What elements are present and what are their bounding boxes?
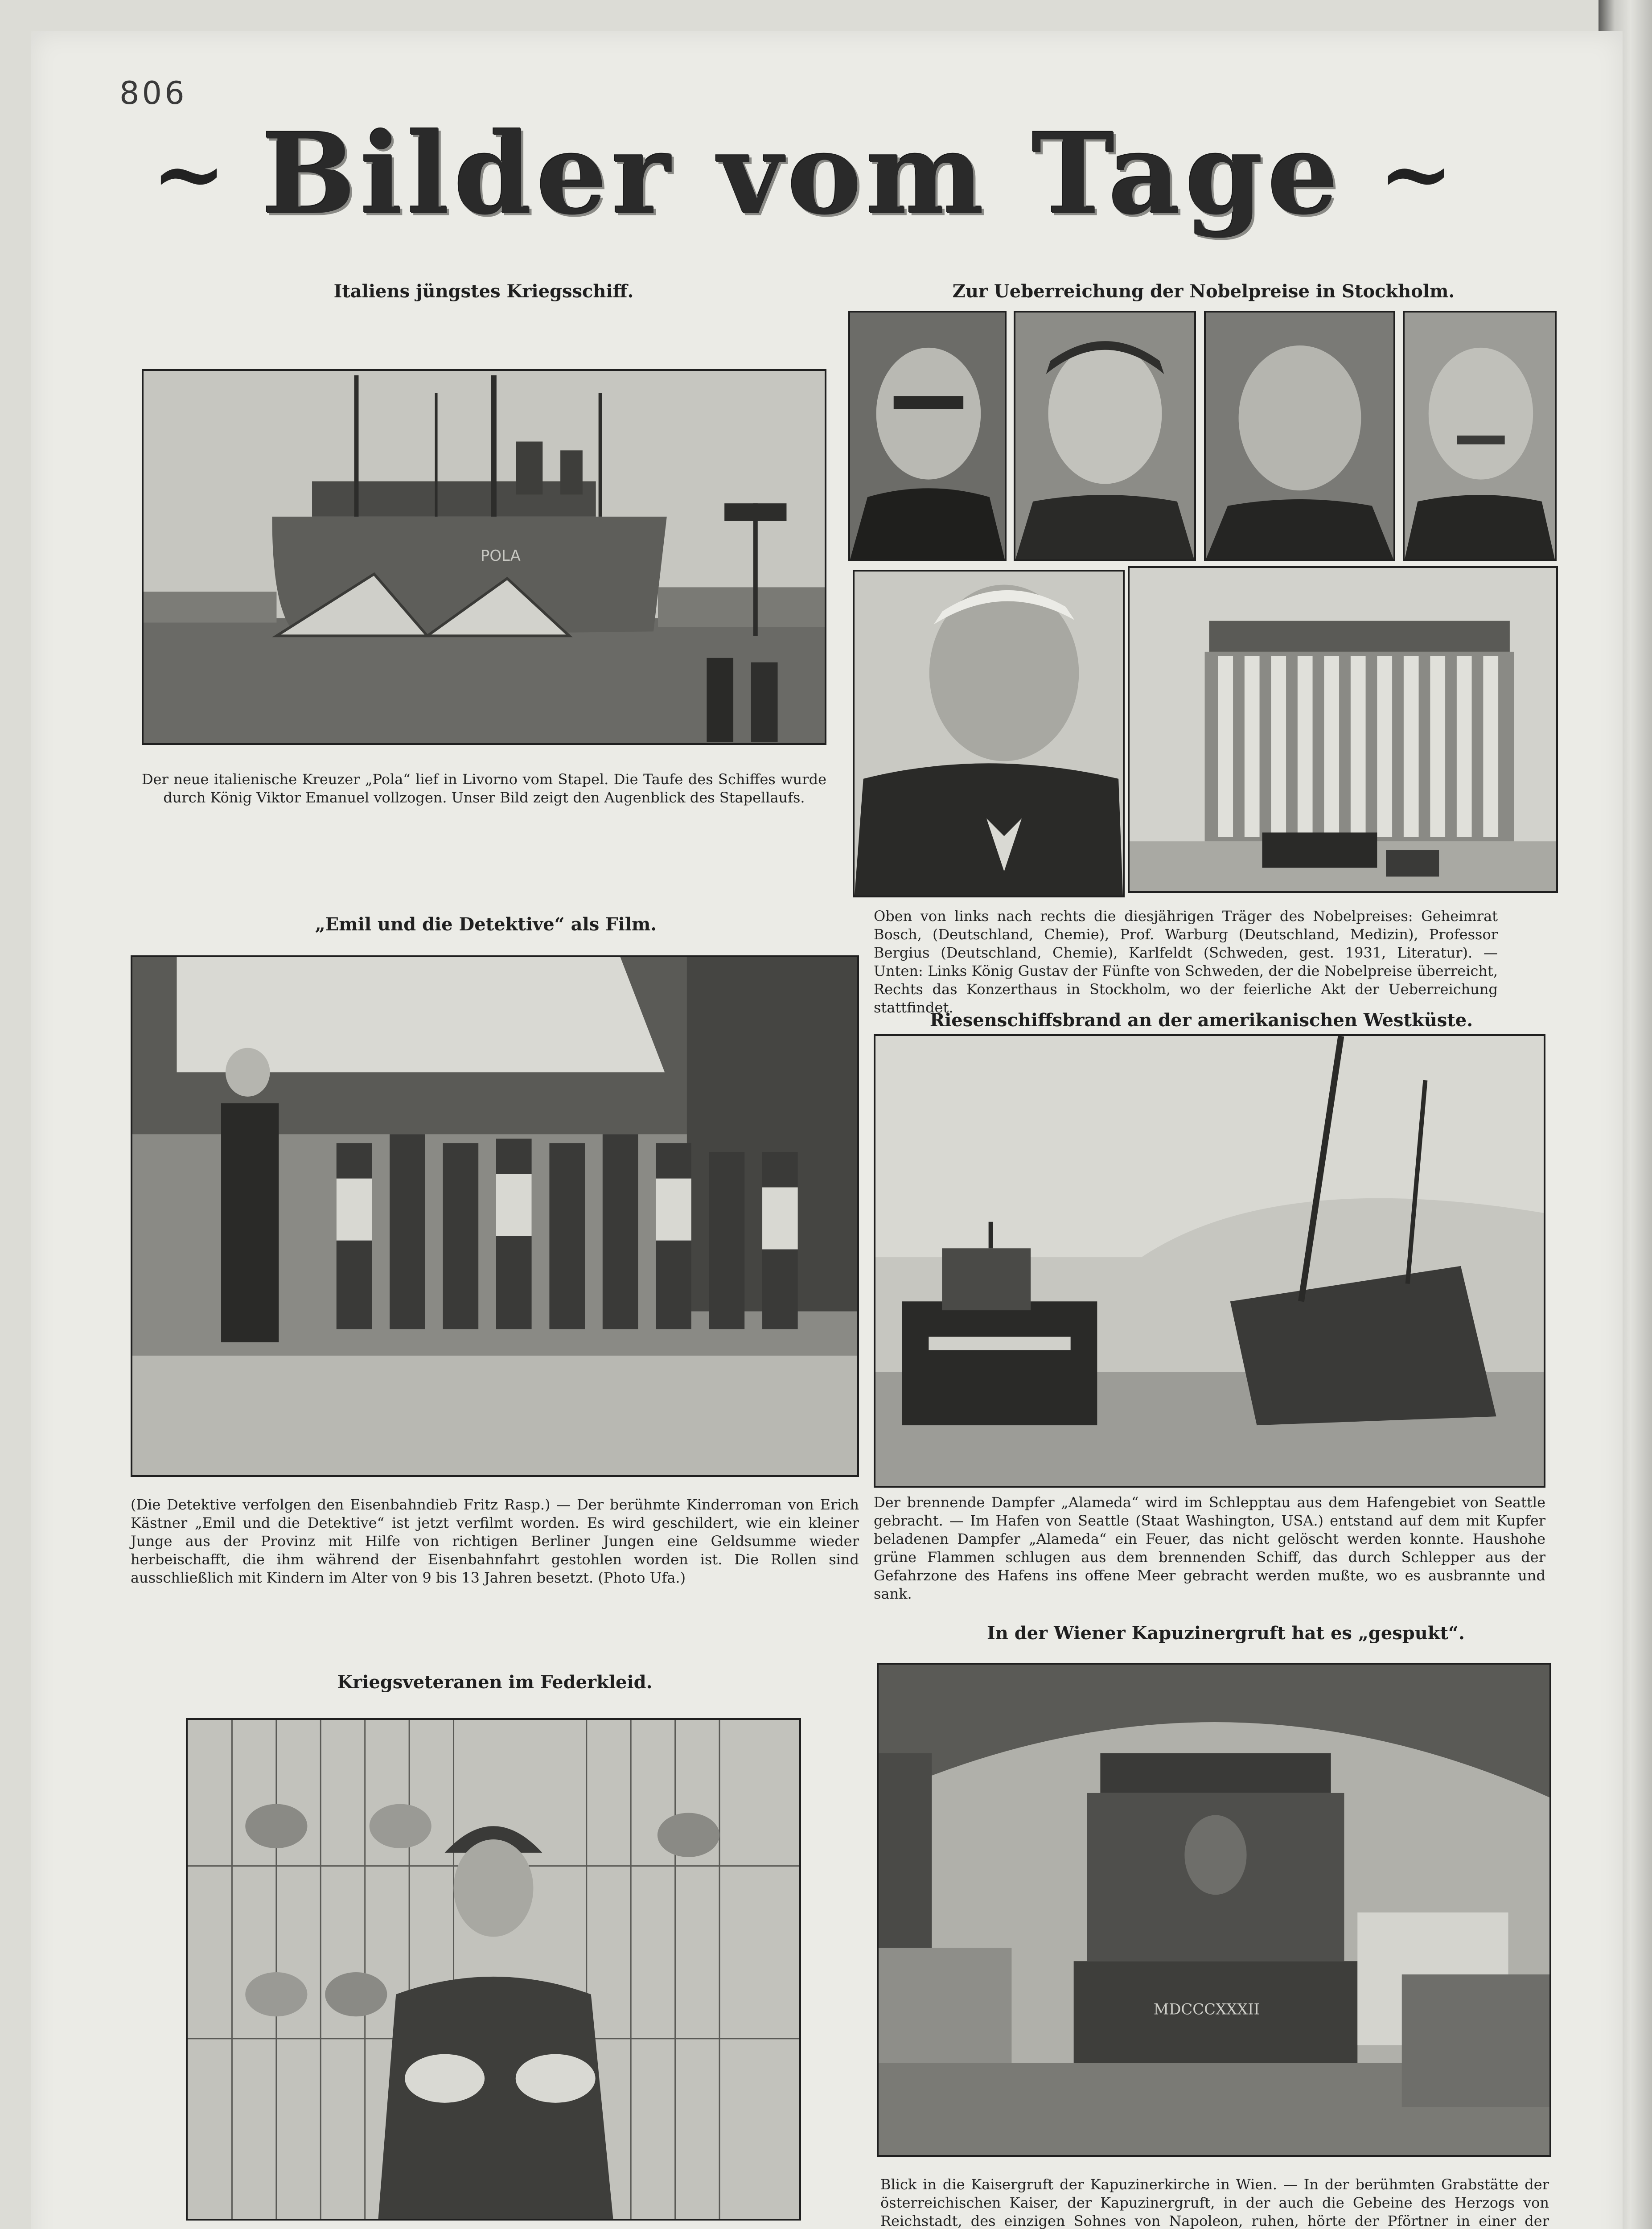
- ship-fire-photo: [874, 1034, 1545, 1488]
- crypt-sarcophagus-text: MDCCCXXXII: [1153, 2000, 1260, 2018]
- masthead-swash-left: ~: [151, 121, 226, 226]
- nobel-portrait-karlfeldt: [1403, 311, 1557, 561]
- masthead-swash-right: ~: [1378, 121, 1454, 226]
- nobel-portrait-bergius: [1204, 311, 1395, 561]
- portrait-warburg-illustration: [1015, 313, 1194, 559]
- nobel-portrait-warburg: [1014, 311, 1196, 561]
- crypt-caption: Blick in die Kaisergruft der Kapuzinerkirche in Wien. — In der berühmten Grabstätte der österreichischen Kaiser, der Kapuzinergruft, in der auch die Gebeine des Herzogs von Reichstadt, des einzigen Sohnes von Napoleon, ruhen, hörte der Pförtner in einer der: [880, 2176, 1549, 2229]
- concert-hall-illustration: [1130, 568, 1556, 891]
- emil-caption: (Die Detektive verfolgen den Eisenbahndieb Fritz Rasp.) — Der berühmte Kinderroman von Erich Kästner „Emil und die Detektive“ ist jetzt verfilmt worden. Es wird geschildert, wie ein kleiner Junge aus der Provinz mit Hilfe von richtigen Berliner Jungen eine Geldsumme wieder herbeischafft, die ihm während der Eisenbahnfahrt gestohlen worden ist. Die Rollen sind ausschließlich mit Kindern im Alter von 9 bis 13 Jahren besetzt. (Photo Ufa.): [131, 1496, 859, 1586]
- warship-headline: Italiens jüngstes Kriegsschiff.: [333, 281, 634, 302]
- veterans-photo: [186, 1718, 801, 2221]
- warship-hull-text: POLA: [481, 547, 521, 564]
- emil-photo: [131, 955, 859, 1477]
- ship-fire-caption: Der brennende Dampfer „Alameda“ wird im Schlepptau aus dem Hafengebiet von Seattle gebracht. — Im Hafen von Seattle (Staat Washington, USA.) entstand auf dem mit Kupfer beladenen Dampfer „Alameda“ ein Feuer, das nicht gelöscht werden konnte. Haushohe grüne Flammen schlugen aus dem brennenden Schiff, das durch Schlepper aus der Gefahrzone des Hafens ins offene Meer gebracht werden mußte, wo es ausbrannte und sank.: [874, 1494, 1545, 1602]
- nobel-portrait-king-gustav: [853, 570, 1125, 897]
- masthead: [134, 108, 1471, 239]
- ship-fire-illustration: [875, 1036, 1544, 1486]
- masthead-title: Bilder vom Tage: [262, 108, 1343, 239]
- portrait-bosch-illustration: [850, 313, 1005, 559]
- portrait-karlfeldt-illustration: [1405, 313, 1555, 559]
- nobel-headline: Zur Ueberreichung der Nobelpreise in Stockholm.: [952, 281, 1455, 302]
- nobel-concert-hall-photo: [1128, 566, 1558, 893]
- emil-headline: „Emil und die Detektive“ als Film.: [315, 914, 657, 935]
- ship-fire-headline: Riesenschiffsbrand an der amerikanischen Westküste.: [929, 1010, 1473, 1031]
- portrait-king-illustration: [855, 572, 1123, 896]
- emil-illustration: [132, 957, 857, 1475]
- crypt-photo: [877, 1663, 1551, 2157]
- veterans-headline: Kriegsveteranen im Federkleid.: [337, 1672, 653, 1693]
- crypt-illustration: [879, 1665, 1549, 2155]
- warship-photo: [142, 369, 826, 745]
- warship-caption: Der neue italienische Kreuzer „Pola“ lief in Livorno vom Stapel. Die Taufe des Schiffes wurde durch König Viktor Emanuel vollzogen. Unser Bild zeigt den Augenblick des Stapellaufs.: [142, 771, 826, 806]
- veterans-illustration: [188, 1720, 799, 2219]
- nobel-portrait-bosch: [848, 311, 1007, 561]
- page-number: 806: [119, 75, 187, 111]
- warship-illustration: [144, 371, 825, 743]
- crypt-headline: In der Wiener Kapuzinergruft hat es „gespukt“.: [987, 1623, 1465, 1644]
- portrait-bergius-illustration: [1206, 313, 1393, 559]
- nobel-caption: Oben von links nach rechts die diesjährigen Träger des Nobelpreises: Geheimrat Bosch, (Deutschland, Chemie), Prof. Warburg (Deutschland, Medizin), Professor Bergius (Deutschland, Chemie), Karlfeldt (Schweden, gest. 1931, Literatur). — Unten: Links König Gustav der Fünfte von Schweden, der die Nobelpreise überreicht, Rechts das Konzerthaus in Stockholm, wo der feierliche Akt der Ueberreichung stattfindet.: [874, 908, 1498, 1016]
